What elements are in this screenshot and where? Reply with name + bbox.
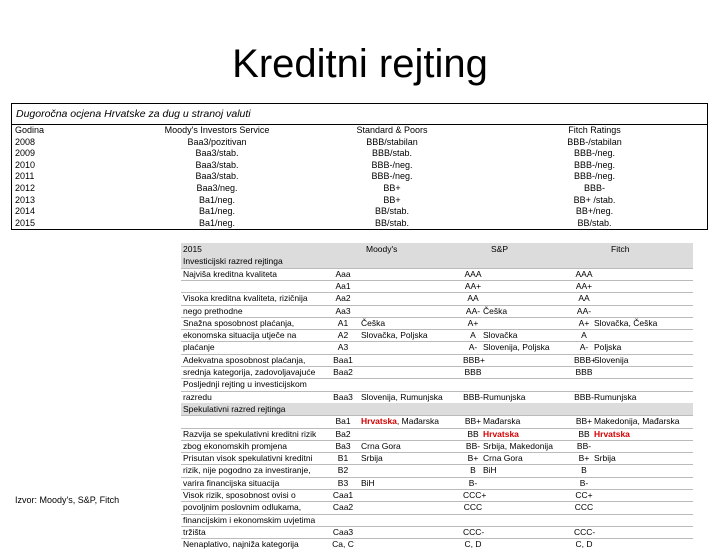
header-moodys: Moody's [366, 244, 398, 254]
sp-rating: C, D [464, 539, 482, 549]
moodys-countries: Slovačka, Poljska [361, 330, 428, 341]
fitch-rating: CCC- [574, 526, 596, 537]
table-cell: 2011 [15, 171, 35, 182]
table-body [12, 125, 707, 229]
fitch-rating: B+ [578, 453, 590, 464]
sp-rating: CCC+ [463, 490, 487, 500]
sp-rating: AA+ [464, 280, 482, 291]
fitch-rating: BBB- [574, 391, 594, 402]
rating-description: Razvija se spekulativni kreditni rizik [183, 428, 317, 439]
sp-countries: Slovačka [483, 330, 518, 341]
moodys-rating: B1 [337, 453, 349, 464]
croatia-highlight: Hrvatska [483, 428, 519, 439]
fitch-rating: B [581, 465, 587, 476]
rating-description: srednja kategorija, zadovoljavajuće [183, 367, 316, 377]
croatia-highlight: Hrvatska [594, 428, 630, 439]
fitch-countries: Poljska [594, 342, 622, 353]
table-cell: BBB-/neg. [573, 159, 616, 170]
table-cell: BB/stab. [577, 217, 612, 228]
table-cell: 2009 [15, 148, 36, 159]
rating-description: zbog ekonomskih promjena [183, 440, 287, 451]
column-header: Godina [15, 125, 45, 135]
fitch-countries: Rumunjska [594, 391, 637, 402]
table-cell: 2012 [15, 182, 36, 193]
moodys-rating: Aa1 [335, 280, 351, 291]
sp-rating: CCC [463, 502, 483, 513]
fitch-rating: AAA [575, 268, 593, 279]
fitch-rating: BBB [575, 367, 593, 377]
moodys-rating: Aa2 [335, 293, 351, 304]
moodys-countries: Crna Gora [361, 440, 401, 451]
moodys-countries: Srbija [361, 453, 383, 464]
table-cell: 2008 [15, 136, 36, 147]
fitch-rating: C, D [575, 539, 593, 549]
rating-description: povoljnim poslovnim odlukama, [183, 502, 302, 513]
moodys-rating: Ba1 [335, 416, 351, 427]
fitch-rating: A [581, 330, 587, 341]
moodys-rating: B2 [337, 465, 349, 476]
sp-rating: B [470, 465, 476, 476]
fitch-rating: BB- [576, 440, 592, 451]
table-cell: BB+/neg. [575, 206, 614, 217]
table-cell: BBB-/neg. [371, 159, 413, 170]
sp-rating: BB+ [464, 416, 482, 427]
rating-description: Posljednji rejting u investicijskom [183, 379, 307, 390]
moodys-rating: Ba3 [335, 440, 351, 451]
sp-rating: B+ [467, 453, 479, 464]
rating-description: razredu [183, 391, 212, 402]
table-cell: BBB-/neg. [573, 171, 616, 182]
table-cell: Baa3/stab. [195, 159, 239, 170]
table-cell: 2015 [15, 217, 36, 228]
moodys-rating: Ba2 [335, 428, 351, 439]
moodys-countries: Slovenija, Rumunjska [361, 391, 443, 402]
sp-rating: A [470, 330, 476, 341]
moodys-rating: Baa1 [333, 354, 353, 365]
table-caption: Dugoročna ocjena Hrvatske za dug u stranoj valuti [12, 104, 707, 125]
rating-description: ekonomska situacija utječe na [183, 330, 297, 341]
sp-rating: BBB- [463, 391, 483, 402]
section-label: Investicijski razred rejtinga [183, 256, 283, 267]
fitch-countries: Slovenija [594, 354, 629, 365]
sp-countries: Slovenija, Poljska [483, 342, 550, 353]
rating-description: varira financijska situacija [183, 477, 280, 488]
moodys-rating: Caa2 [332, 502, 354, 513]
sp-countries: Mađarska [483, 416, 521, 427]
rating-scale-table [181, 243, 693, 549]
fitch-rating: A- [579, 342, 589, 353]
fitch-countries: Makedonija, Mađarska [594, 416, 680, 427]
column-header: Moody's Investors Service [164, 125, 270, 135]
rating-description: Nenaplativo, najniža kategorija [183, 539, 299, 549]
header-year: 2015 [183, 244, 202, 254]
sp-rating: BB [467, 428, 479, 439]
rating-description: Visoka kreditna kvaliteta, rizičnija [183, 293, 308, 304]
moodys-rating: A2 [337, 330, 349, 341]
table-cell: BB/stab. [374, 206, 410, 217]
sp-countries: Rumunjska [483, 391, 526, 402]
moodys-rating: Caa1 [332, 490, 354, 500]
rating-description: nego prethodne [183, 305, 243, 316]
table-cell: Baa3/neg. [196, 182, 238, 193]
rating-description: Prisutan visok spekulativni kreditni [183, 453, 313, 464]
column-header: Standard & Poors [356, 125, 428, 135]
moodys-rating: Aa3 [335, 305, 351, 316]
table-cell: Baa3/pozitivan [187, 136, 247, 147]
fitch-rating: AA- [576, 305, 592, 316]
sp-rating: BBB+ [463, 354, 485, 365]
moodys-rating: Caa3 [332, 526, 354, 537]
table-cell: BBB-/stabilan [567, 136, 622, 147]
fitch-rating: BB+ [575, 416, 593, 427]
table-cell: BBB/stab. [371, 148, 413, 159]
rating-description: Visok rizik, sposobnost ovisi o [183, 490, 296, 500]
table-cell: Ba1/neg. [198, 217, 236, 228]
sp-rating: BB- [465, 440, 481, 451]
table-cell: BBB-/neg. [371, 171, 413, 182]
table-cell: 2013 [15, 194, 36, 205]
table-cell: Ba1/neg. [198, 206, 236, 217]
column-header: Fitch Ratings [568, 125, 621, 135]
table-cell: BBB- [583, 182, 605, 193]
table-cell: BBB-/neg. [573, 148, 616, 159]
fitch-rating: CC+ [575, 490, 593, 500]
moodys-rating: Baa2 [333, 367, 353, 377]
header-sp: S&P [491, 244, 509, 254]
sp-countries: Srbija, Makedonija [483, 440, 553, 451]
fitch-rating: B- [579, 477, 589, 488]
moodys-rating: Ca, C [332, 539, 354, 549]
moodys-rating: A3 [337, 342, 349, 353]
table-cell: Baa3/stab. [195, 148, 239, 159]
moodys-rating: Aaa [335, 268, 351, 279]
table-cell: BBB/stabilan [366, 136, 418, 147]
row-divider [181, 305, 693, 306]
croatia-highlight: Hrvatska [361, 416, 397, 427]
moodys-rating: B3 [337, 477, 349, 488]
sp-rating: AAA [464, 268, 482, 279]
sp-rating: AA- [465, 305, 481, 316]
sp-countries: BiH [483, 465, 497, 476]
table-cell: Baa3/stab. [195, 171, 239, 182]
fitch-countries: Srbija [594, 453, 616, 464]
sp-rating: BBB [464, 367, 482, 377]
row-divider [181, 526, 693, 527]
fitch-rating: AA+ [575, 280, 593, 291]
moodys-rating: A1 [337, 317, 349, 328]
rating-description: rizik, nije pogodno za investiranje, [183, 465, 311, 476]
section-label: Spekulativni razred rejtinga [183, 403, 286, 414]
fitch-rating: A+ [578, 317, 590, 328]
table-cell: BB/stab. [374, 217, 410, 228]
sp-rating: CCC- [463, 526, 485, 537]
table-cell: BB+ [383, 194, 401, 205]
header-fitch: Fitch [611, 244, 630, 254]
moodys-countries: BiH [361, 477, 375, 488]
fitch-rating: AA [578, 293, 590, 304]
slide-title: Kreditni rejting [232, 42, 488, 86]
fitch-rating: BB [578, 428, 590, 439]
table-cell: Ba1/neg. [198, 194, 236, 205]
rating-description: tržišta [183, 526, 206, 537]
row-divider [181, 280, 693, 281]
moodys-countries: Hrvatska, Mađarska [361, 416, 439, 427]
fitch-rating: CCC [574, 502, 594, 513]
sp-rating: A+ [467, 317, 479, 328]
rating-description: Snažna sposobnost plaćanja, [183, 317, 295, 328]
sp-countries [483, 429, 519, 439]
sp-rating: B- [468, 477, 478, 488]
table-cell: BB+ [383, 182, 401, 193]
rating-description: Najviša kreditna kvaliteta [183, 268, 278, 279]
moodys-rating: Baa3 [333, 391, 353, 402]
moodys-countries: Češka [361, 317, 386, 328]
table-cell: BB+ /stab. [573, 194, 616, 205]
fitch-countries [594, 429, 630, 439]
source-note: Izvor: Moody's, S&P, Fitch [15, 495, 120, 505]
table-cell: 2010 [15, 159, 36, 170]
rating-description: financijskim i ekonomskim uvjetima [183, 514, 316, 525]
sp-countries: Češka [483, 305, 508, 316]
ratings-history-table [11, 103, 708, 230]
rating-description: Adekvatna sposobnost plaćanja, [183, 354, 306, 365]
fitch-rating: BBB+ [574, 354, 596, 365]
rating-description: plaćanje [183, 342, 215, 353]
fitch-countries: Slovačka, Češka [594, 317, 658, 328]
sp-rating: A- [468, 342, 478, 353]
sp-countries: Crna Gora [483, 453, 523, 464]
sp-rating: AA [467, 293, 479, 304]
table-cell: 2014 [15, 206, 36, 217]
